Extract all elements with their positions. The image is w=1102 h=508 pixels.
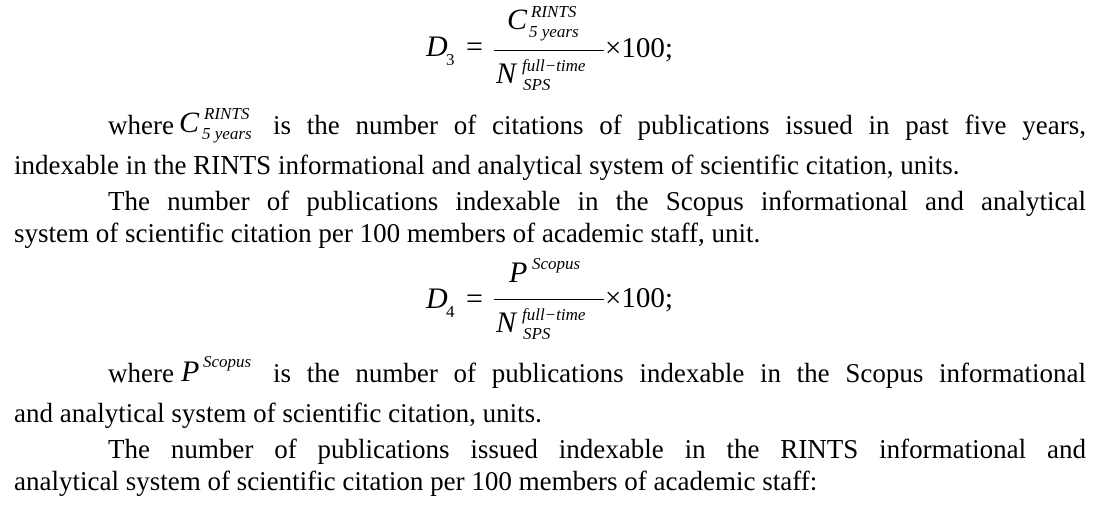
d3-lhs-sub: 3 <box>446 50 455 69</box>
d4-num-sup: Scopus <box>532 254 581 273</box>
where-c-symbol: C <box>179 106 200 139</box>
d3-rhs: ×100; <box>605 32 673 64</box>
d4-lhs-sub: 4 <box>446 302 455 321</box>
d3-num-sub: 5 years <box>529 22 579 41</box>
d4-num-base: P <box>509 256 528 289</box>
d3-den-sub: SPS <box>523 75 551 94</box>
rints-line1: The number of publications issued indexable in the RINTS informational and <box>108 434 1086 464</box>
d4-fraction-line <box>494 299 604 300</box>
d4-equals: = <box>466 282 483 315</box>
where-p-line2: and analytical system of scientific citation, units. <box>14 398 542 428</box>
d4-den-sup: full−time <box>522 305 586 324</box>
d4-den-base: N <box>496 306 517 339</box>
d4-lhs: D <box>426 282 448 315</box>
d3-den-base: N <box>496 57 517 90</box>
where-p-line1: is the number of publications indexable in the Scopus informational <box>273 358 1086 388</box>
d3-lhs: D <box>426 30 448 63</box>
where-c-symbol-sub: 5 years <box>202 124 252 143</box>
where-c-line2: indexable in the RINTS informational and analytical system of scientific citation, units. <box>14 150 960 180</box>
d3-num-base: C <box>507 3 528 36</box>
d4-den-sub: SPS <box>523 324 551 343</box>
d3-fraction-line <box>494 50 604 51</box>
rints-line2: analytical system of scientific citation per 100 members of academic staff: <box>14 466 818 496</box>
d3-num-sup: RINTS <box>531 2 577 21</box>
where-c-symbol-sup: RINTS <box>204 104 250 123</box>
where-p-symbol-sup: Scopus <box>203 352 252 371</box>
where-c-prefix: where <box>108 110 174 140</box>
where-p-symbol: P <box>181 355 200 388</box>
where-p-prefix: where <box>108 358 174 388</box>
scopus-line1: The number of publications indexable in the Scopus informational and analytical <box>108 186 1086 216</box>
scopus-line2: system of scientific citation per 100 members of academic staff, unit. <box>14 218 761 248</box>
d3-equals: = <box>466 30 483 63</box>
d4-rhs: ×100; <box>605 282 673 314</box>
where-c-line1: is the number of citations of publications issued in past five years, <box>273 110 1086 140</box>
d3-den-sup: full−time <box>522 56 586 75</box>
